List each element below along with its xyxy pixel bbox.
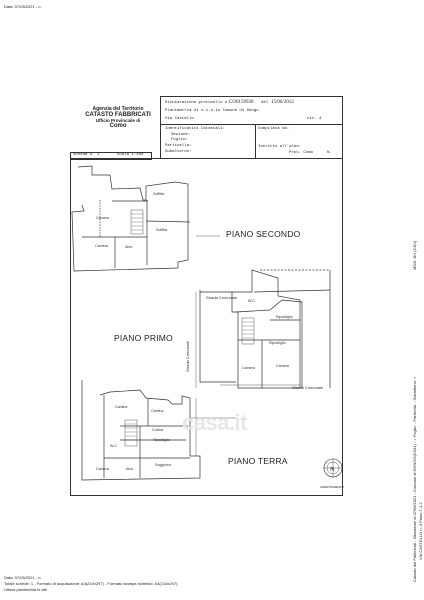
agency-line2: CATASTO FABBRICATI — [85, 112, 151, 118]
floor-label-secondo: PIANO SECONDO — [226, 229, 301, 239]
room-t-wc: W.C. — [110, 444, 118, 448]
n-label: N. — [327, 151, 332, 155]
right-margin-text2: VIA CASTELLO n. 4 Piano T-1-2 — [418, 502, 423, 560]
room-s-camera1: Camera — [96, 216, 109, 220]
civic-number: civ. 4 — [307, 117, 322, 121]
floor-label-primo: PIANO PRIMO — [114, 333, 173, 343]
subalterno-label: Subalterno: — [165, 150, 192, 154]
room-p-wc: W.C. — [248, 299, 256, 303]
room-p-ripostiglio2: Ripostiglio — [269, 341, 286, 345]
protocol-label: Dichiarazione protocollo n. — [165, 101, 230, 105]
sezione-label: Sezione: — [171, 133, 191, 137]
footer-line3: Ultima planimetria in atti — [4, 587, 47, 592]
secondo-outline — [72, 166, 188, 271]
room-p-camera2: Camera — [276, 364, 289, 368]
footer-line2: Totale schede: 1 - Formato di acquisizione: A4(210x297) - Formato stampa richiesto: A4(210x297) — [4, 581, 178, 586]
room-t-ripostiglio: Ripostiglio — [153, 438, 170, 442]
ident-label: Identificativi Catastali: — [165, 127, 226, 131]
right-margin-text: Catasto dei Fabbricati - Situazione al 07/05/2021 - Comune di DONGO(D341) - < Foglio: - Particella: - Subalterno: > — [412, 376, 417, 582]
right-stamp: MOD. BN (CEU) — [412, 240, 417, 270]
watermark-logo: casa.it — [182, 410, 247, 435]
orientation-label: ORIENTAMENTO — [320, 485, 344, 489]
top-left-date: Data: 07/05/2021 - n. — [4, 4, 42, 9]
protocol-number: CO0159930 — [229, 100, 254, 105]
agency-line1: Agenzia del Territorio — [92, 106, 144, 112]
prov-label: Prov. Como — [289, 151, 314, 155]
protocol-date: 15/06/2012 — [271, 100, 294, 105]
room-t-camera: Camera — [96, 467, 109, 471]
foglio-label: Foglio: — [171, 138, 188, 142]
room-p-camera1: Camera — [242, 366, 255, 370]
street-label-bottom: Strada Comunale — [292, 385, 324, 390]
agency-line4: Como — [109, 123, 127, 129]
room-t-cantina1: Cantina — [115, 405, 128, 409]
room-s-soffitta1: Soffitta — [153, 192, 165, 196]
room-t-cantina2: Cantina — [151, 409, 164, 413]
room-t-soggiorno: Soggiorno — [155, 463, 172, 467]
room-t-atrio: Atrio — [126, 467, 134, 471]
room-s-camera2: Camera — [95, 244, 108, 248]
plan-line: Planimetria di u.i.u.in Comune di Dongo — [165, 109, 259, 113]
svg-text:N: N — [330, 467, 335, 473]
scala-label: Scala 1:200 — [117, 153, 144, 157]
compilata-label: Compilata da: — [258, 127, 290, 131]
protocol-del: del — [261, 101, 269, 105]
primo-outline-street — [200, 270, 300, 388]
room-s-soffitta2: Soffitta — [156, 228, 168, 232]
scheda-label: Scheda n. 1 — [73, 153, 100, 157]
particella-label: Particella: — [165, 144, 192, 148]
room-t-cucina: Cucina — [152, 428, 164, 432]
footer-line1: Data: 07/05/2021 - n. — [4, 575, 42, 580]
iscritto-label: Iscritto all'albo: — [258, 145, 302, 149]
street-label-vertical: Strada Comunale — [185, 340, 190, 372]
room-p-ripostiglio1: Ripostiglio — [276, 315, 293, 319]
floor-label-terra: PIANO TERRA — [228, 456, 288, 466]
street-label-top: Strada Comunale — [206, 295, 238, 300]
room-s-atrio: Atrio — [125, 245, 133, 249]
street: Via Castello — [165, 117, 194, 121]
agency-line3: Ufficio Provinciale di — [95, 118, 141, 123]
